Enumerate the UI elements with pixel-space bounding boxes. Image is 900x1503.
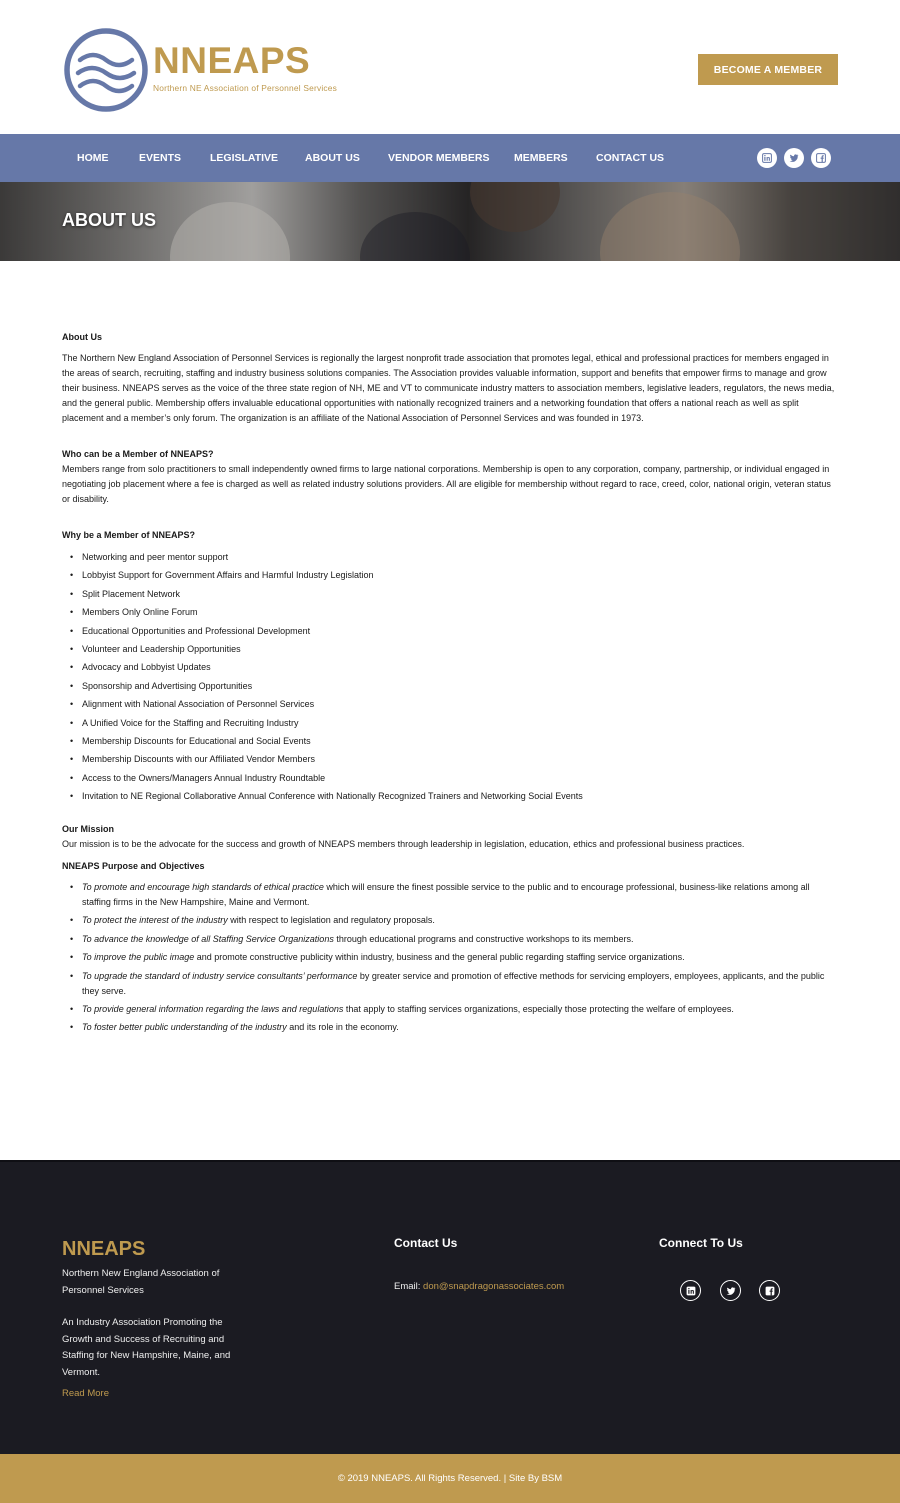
nav-item-members[interactable]: MEMBERS <box>514 152 568 164</box>
objective-text: with respect to legislation and regulatory proposals. <box>227 915 435 926</box>
objective-text: and promote constructive publicity within industry, business and the general public regarding staffing service organizations. <box>194 952 685 963</box>
list-item: • Access to the Owners/Managers Annual Industry Roundtable <box>62 771 838 786</box>
objective-text: which will ensure the finest possible service to the public and to encourage professional, business-like relations among all staffing firms in the New Hampshire, Maine and Vermont. <box>82 882 810 908</box>
logo-waves-icon <box>63 27 149 113</box>
become-member-button[interactable]: BECOME A MEMBER <box>698 54 838 85</box>
linkedin-icon[interactable] <box>757 148 777 168</box>
who-heading: Who can be a Member of NNEAPS? <box>62 449 214 459</box>
about-heading: About Us <box>62 332 102 342</box>
contact-heading: Contact Us <box>394 1236 458 1250</box>
footer-description: An Industry Association Promoting the Growth and Success of Recruiting and Staffing for New Hampshire, Maine, and Vermont. <box>62 1317 231 1378</box>
list-item: • Split Placement Network <box>62 587 838 602</box>
nav-item-events[interactable]: EVENTS <box>139 152 182 164</box>
list-item <box>62 913 838 928</box>
objective-text: through educational programs and constructive workshops to its members. <box>333 933 634 944</box>
main-nav <box>0 134 900 182</box>
footer-org-name: Northern New England Association of Personnel Services <box>62 1268 220 1296</box>
objective-emphasis: To upgrade the standard of industry service consultants’ performance <box>82 970 358 981</box>
logo-subtitle: Northern NE Association of Personnel Services <box>153 83 338 93</box>
site-header <box>0 0 900 134</box>
who-text: Members range from solo practitioners to small independently owned firms to large national corporations. Membership is open to any corporation, company, partnership, or individual engaged in negotiating job placement where a fee is charged as well as related industry solutions providers. All are eligible for membership without regard to race, creed, color, national origin, veteran status or disability. <box>62 464 831 504</box>
main-content <box>62 330 838 1039</box>
list-item <box>62 880 838 910</box>
objective-emphasis: To protect the interest of the industry <box>82 915 228 926</box>
site-footer <box>0 1160 900 1454</box>
list-item: • Educational Opportunities and Professional Development <box>62 624 838 639</box>
nav-item-contact-us[interactable]: CONTACT US <box>596 152 665 164</box>
list-item <box>62 950 838 965</box>
list-item: • Lobbyist Support for Government Affairs and Harmful Industry Legislation <box>62 568 838 583</box>
objective-emphasis: To improve the public image <box>82 952 195 963</box>
list-item: • Members Only Online Forum <box>62 605 838 620</box>
linkedin-icon[interactable] <box>680 1280 701 1301</box>
objective-emphasis: To provide general information regarding the laws and regulations <box>82 1004 344 1015</box>
mission-text: Our mission is to be the advocate for the success and growth of NNEAPS members through leadership in legislation, education, ethics and professional business practices. <box>62 839 745 850</box>
about-text: The Northern New England Association of Personnel Services is regionally the largest nonprofit trade association that promotes legal, ethical and professional practices for members engaged in the areas of search, recruiting, staffing and industry business solutions companies. The Association provides valuable information, support and benefits that empower firms to manage and grow their business. NNEAPS serves as the voice of the three state region of NH, ME and VT to communicate industry matters to association members, legislative leaders, regulators, the news media, and the general public. Membership offers invaluable educational opportunities with nationally recognized trainers and a networking foundation that offers a national reach as well as split placement and a member’s only forum. The organization is an affiliate of the National Association of Personnel Services and was founded in 1973. <box>62 353 835 423</box>
list-item <box>62 932 838 947</box>
list-item: • Networking and peer mentor support <box>62 550 838 565</box>
list-item <box>62 969 838 999</box>
list-item: • A Unified Voice for the Staffing and Recruiting Industry <box>62 716 838 731</box>
list-item: • Advocacy and Lobbyist Updates <box>62 660 838 675</box>
nav-item-legislative[interactable]: LEGISLATIVE <box>210 152 279 164</box>
nav-item-about-us[interactable]: ABOUT US <box>305 152 360 164</box>
logo[interactable] <box>63 27 337 113</box>
list-item: • Alignment with National Association of Personnel Services <box>62 697 838 712</box>
objective-emphasis: To foster better public understanding of the industry <box>82 1022 287 1033</box>
list-item: • Invitation to NE Regional Collaborative Annual Conference with Nationally Recognized Trainers and Networking Social Events <box>62 789 838 804</box>
list-item <box>62 1002 838 1017</box>
email-label: Email: <box>394 1281 424 1292</box>
twitter-icon[interactable] <box>720 1280 741 1301</box>
objectives-list <box>62 880 838 1035</box>
footer-email <box>394 1281 564 1292</box>
facebook-icon[interactable] <box>759 1280 780 1301</box>
facebook-icon[interactable] <box>811 148 831 168</box>
footer-brand: NNEAPS <box>62 1238 146 1260</box>
objective-text: by greater service and promotion of effective methods for servicing employers, employees, applicants, and the public they serve. <box>82 970 825 996</box>
copyright-text: © 2019 NNEAPS. All Rights Reserved. | Site By BSM <box>337 1473 563 1484</box>
nav-item-home[interactable]: HOME <box>77 152 109 164</box>
page-title: ABOUT US <box>62 210 156 230</box>
objectives-heading: NNEAPS Purpose and Objectives <box>62 861 205 872</box>
objective-emphasis: To promote and encourage high standards of ethical practice <box>82 882 324 893</box>
list-item: • Volunteer and Leadership Opportunities <box>62 642 838 657</box>
objective-text: that apply to staffing services organizations, especially those protecting the welfare of employees. <box>343 1004 734 1015</box>
list-item: • Sponsorship and Advertising Opportunities <box>62 679 838 694</box>
connect-heading: Connect To Us <box>659 1236 743 1250</box>
list-item: • Membership Discounts with our Affiliated Vendor Members <box>62 752 838 767</box>
list-item <box>62 1020 838 1035</box>
objective-emphasis: To advance the knowledge of all Staffing Service Organizations <box>82 933 334 944</box>
nav-item-vendor-members[interactable]: VENDOR MEMBERS <box>388 152 490 164</box>
benefits-list <box>62 550 838 804</box>
read-more-link[interactable]: Read More <box>62 1388 109 1399</box>
mission-heading: Our Mission <box>62 824 115 835</box>
objective-text: and its role in the economy. <box>286 1022 399 1033</box>
list-item: • Membership Discounts for Educational and Social Events <box>62 734 838 749</box>
hero-banner <box>0 182 900 261</box>
why-heading: Why be a Member of NNEAPS? <box>62 530 196 540</box>
email-link[interactable]: don@snapdragonassociates.com <box>423 1281 565 1292</box>
logo-title: NNEAPS <box>153 40 311 81</box>
twitter-icon[interactable] <box>784 148 804 168</box>
copyright-bar <box>0 1454 900 1503</box>
